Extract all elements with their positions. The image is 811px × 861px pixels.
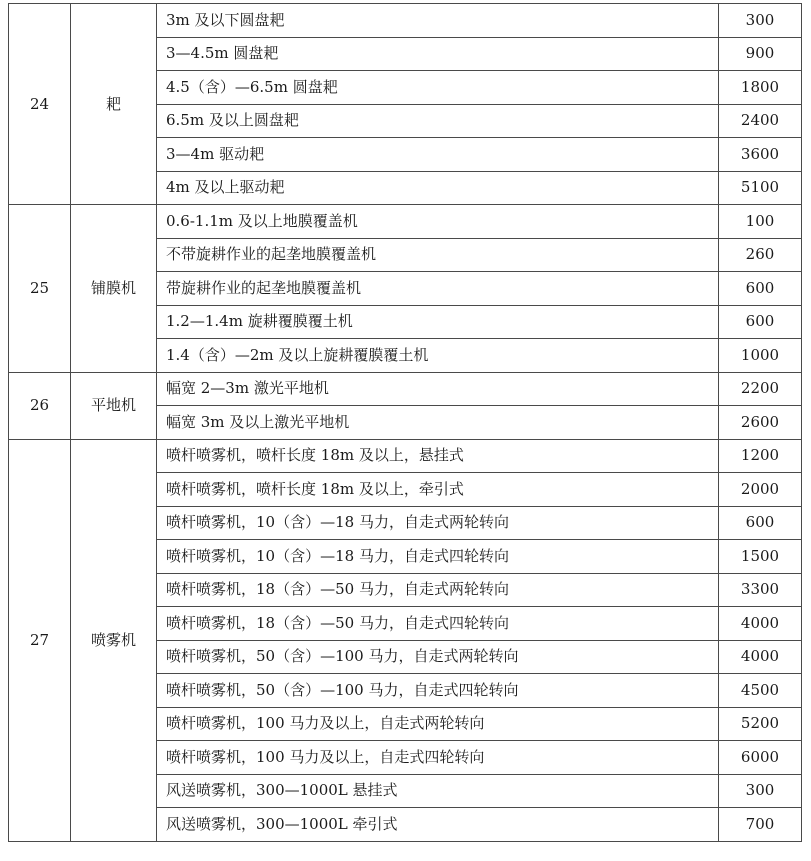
item-name: 风送喷雾机，300—1000L 悬挂式: [157, 774, 719, 808]
item-amount: 1500: [719, 540, 802, 574]
item-name: 带旋耕作业的起垄地膜覆盖机: [157, 272, 719, 306]
item-amount: 2600: [719, 406, 802, 440]
item-amount: 300: [719, 774, 802, 808]
group-category: 喷雾机: [71, 439, 157, 841]
item-name: 喷杆喷雾机，100 马力及以上，自走式四轮转向: [157, 741, 719, 775]
item-name: 3m 及以下圆盘耙: [157, 4, 719, 38]
item-name: 喷杆喷雾机，50（含）—100 马力，自走式四轮转向: [157, 674, 719, 708]
subsidy-table: [8, 3, 802, 842]
item-name: 6.5m 及以上圆盘耙: [157, 104, 719, 138]
group-number: 26: [9, 372, 71, 439]
group-number: 25: [9, 205, 71, 373]
table-row: [9, 205, 802, 239]
item-amount: 4000: [719, 640, 802, 674]
item-name: 喷杆喷雾机，10（含）—18 马力，自走式四轮转向: [157, 540, 719, 574]
item-amount: 4000: [719, 607, 802, 641]
group-category: 耙: [71, 4, 157, 205]
item-amount: 4500: [719, 674, 802, 708]
item-name: 1.2—1.4m 旋耕覆膜覆土机: [157, 305, 719, 339]
item-amount: 1000: [719, 339, 802, 373]
table-row: [9, 439, 802, 473]
table-row: [9, 4, 802, 38]
item-amount: 1200: [719, 439, 802, 473]
item-name: 4m 及以上驱动耙: [157, 171, 719, 205]
item-amount: 3600: [719, 138, 802, 172]
item-name: 幅宽 3m 及以上激光平地机: [157, 406, 719, 440]
group-number: 24: [9, 4, 71, 205]
item-amount: 260: [719, 238, 802, 272]
item-name: 喷杆喷雾机，100 马力及以上，自走式两轮转向: [157, 707, 719, 741]
item-amount: 6000: [719, 741, 802, 775]
group-number: 27: [9, 439, 71, 841]
item-amount: 2400: [719, 104, 802, 138]
table-row: [9, 372, 802, 406]
group-category: 铺膜机: [71, 205, 157, 373]
item-name: 喷杆喷雾机，50（含）—100 马力，自走式两轮转向: [157, 640, 719, 674]
item-amount: 5200: [719, 707, 802, 741]
item-amount: 600: [719, 272, 802, 306]
item-name: 喷杆喷雾机，10（含）—18 马力，自走式两轮转向: [157, 506, 719, 540]
item-amount: 600: [719, 506, 802, 540]
item-name: 0.6-1.1m 及以上地膜覆盖机: [157, 205, 719, 239]
item-amount: 700: [719, 808, 802, 842]
item-name: 3—4m 驱动耙: [157, 138, 719, 172]
item-amount: 2000: [719, 473, 802, 507]
item-amount: 600: [719, 305, 802, 339]
item-name: 4.5（含）—6.5m 圆盘耙: [157, 71, 719, 105]
item-name: 不带旋耕作业的起垄地膜覆盖机: [157, 238, 719, 272]
item-amount: 3300: [719, 573, 802, 607]
item-amount: 300: [719, 4, 802, 38]
item-name: 喷杆喷雾机，18（含）—50 马力，自走式四轮转向: [157, 607, 719, 641]
item-amount: 1800: [719, 71, 802, 105]
item-amount: 900: [719, 37, 802, 71]
item-amount: 5100: [719, 171, 802, 205]
item-name: 喷杆喷雾机，18（含）—50 马力，自走式两轮转向: [157, 573, 719, 607]
item-name: 风送喷雾机，300—1000L 牵引式: [157, 808, 719, 842]
group-category: 平地机: [71, 372, 157, 439]
table-body: [9, 4, 802, 842]
item-name: 1.4（含）—2m 及以上旋耕覆膜覆土机: [157, 339, 719, 373]
item-name: 喷杆喷雾机，喷杆长度 18m 及以上，悬挂式: [157, 439, 719, 473]
item-amount: 2200: [719, 372, 802, 406]
item-name: 3—4.5m 圆盘耙: [157, 37, 719, 71]
item-amount: 100: [719, 205, 802, 239]
item-name: 幅宽 2—3m 激光平地机: [157, 372, 719, 406]
item-name: 喷杆喷雾机，喷杆长度 18m 及以上，牵引式: [157, 473, 719, 507]
